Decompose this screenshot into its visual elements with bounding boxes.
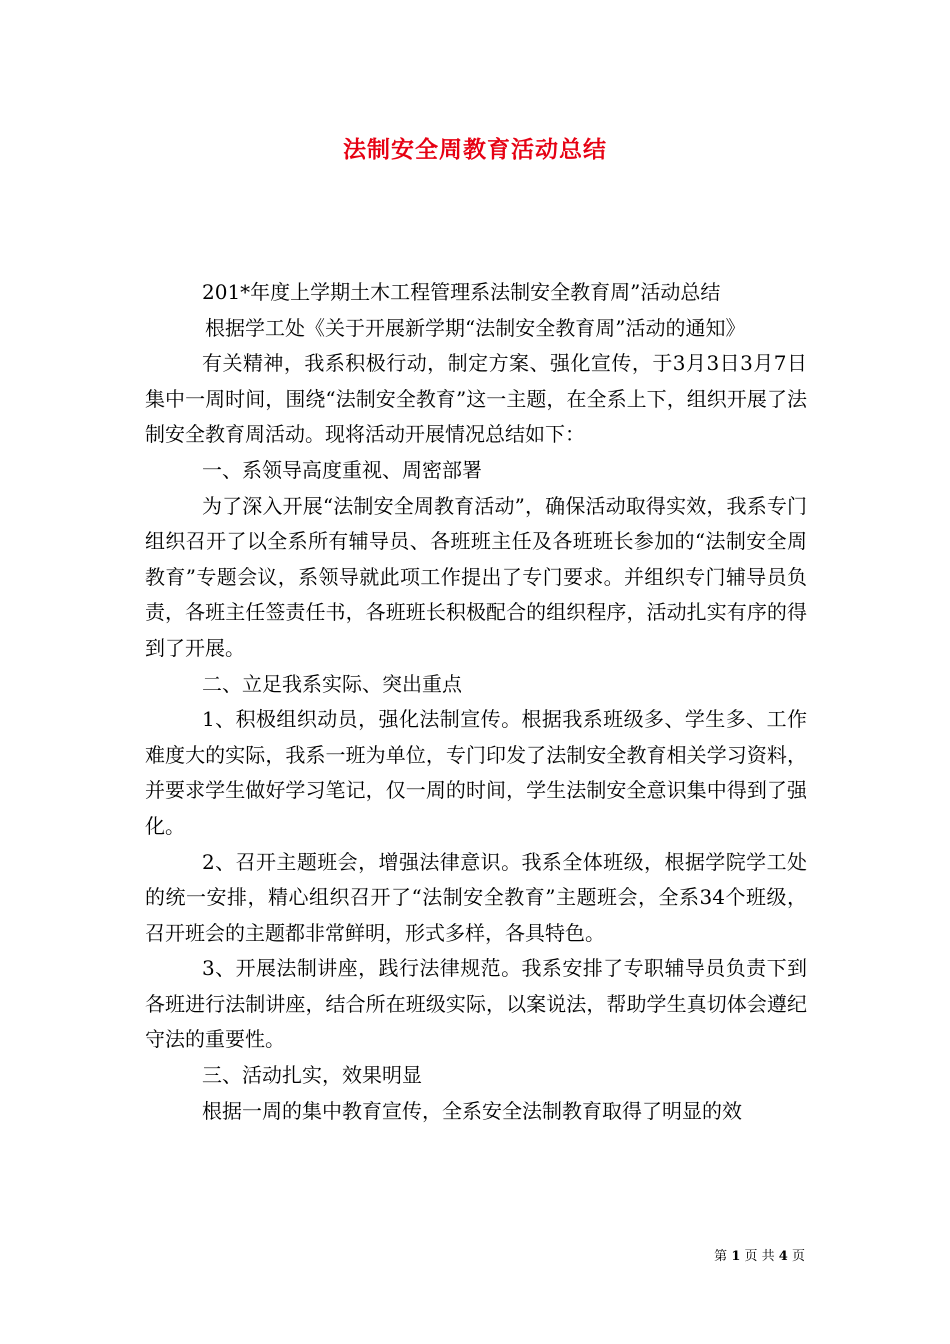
- paragraph-section-3: 根据一周的集中教育宣传，全系安全法制教育取得了明显的效: [202, 1098, 742, 1123]
- current-page-number: 1: [731, 1249, 741, 1264]
- footer-prefix: 第: [714, 1249, 728, 1264]
- paragraph-section-1: 为了深入开展“法制安全周教育活动”，确保活动取得实效，我系专门组织召开了以全系所有辅导员、各班班主任及各班班长参加的“法制安全周教育”专题会议，系领导就此项工作提出了专门要求。并组织专门辅导员负责，各班主任签责任书，各班班长积极配合的组织程序，活动扎实有序的得到了开展。: [145, 493, 807, 660]
- footer-suffix: 页: [791, 1249, 805, 1264]
- paragraph-item-1: 1、积极组织动员，强化法制宣传。根据我系班级多、学生多、工作难度大的实际，我系一班为单位，专门印发了法制安全教育相关学习资料，并要求学生做好学习笔记，仅一周的时间，学生法制安全意识集中得到了强化。: [145, 707, 807, 838]
- total-pages-number: 4: [778, 1249, 788, 1264]
- section-heading-2: 二、立足我系实际、突出重点: [202, 671, 462, 696]
- page-footer: [714, 1248, 805, 1266]
- paragraph-subtitle: 201*年度上学期土木工程管理系法制安全教育周”活动总结: [202, 280, 721, 304]
- document-body: [145, 275, 807, 1129]
- paragraph-intro: 有关精神，我系积极行动，制定方案、强化宣传，于3月3日3月7日集中一周时间，围绕“法制安全教育”这一主题，在全系上下，组织开展了法制安全教育周活动。现将活动开展情况总结如下：: [145, 351, 807, 447]
- section-heading-3: 三、活动扎实，效果明显: [202, 1063, 422, 1088]
- section-heading-1: 一、系领导高度重视、周密部署: [202, 457, 482, 482]
- paragraph-item-3: 3、开展法制讲座，践行法律规范。我系安排了专职辅导员负责下到各班进行法制讲座，结合所在班级实际，以案说法，帮助学生真切体会遵纪守法的重要性。: [145, 956, 807, 1052]
- paragraph-item-2: 2、召开主题班会，增强法律意识。我系全体班级，根据学院学工处的统一安排，精心组织召开了“法制安全教育”主题班会，全系34个班级，召开班会的主题都非常鲜明，形式多样，各具特色。: [145, 849, 807, 945]
- paragraph-notice: 根据学工处《关于开展新学期“法制安全教育周”活动的通知》: [205, 315, 746, 340]
- document-title: 法制安全周教育活动总结: [343, 137, 607, 163]
- footer-middle: 页 共: [744, 1249, 775, 1264]
